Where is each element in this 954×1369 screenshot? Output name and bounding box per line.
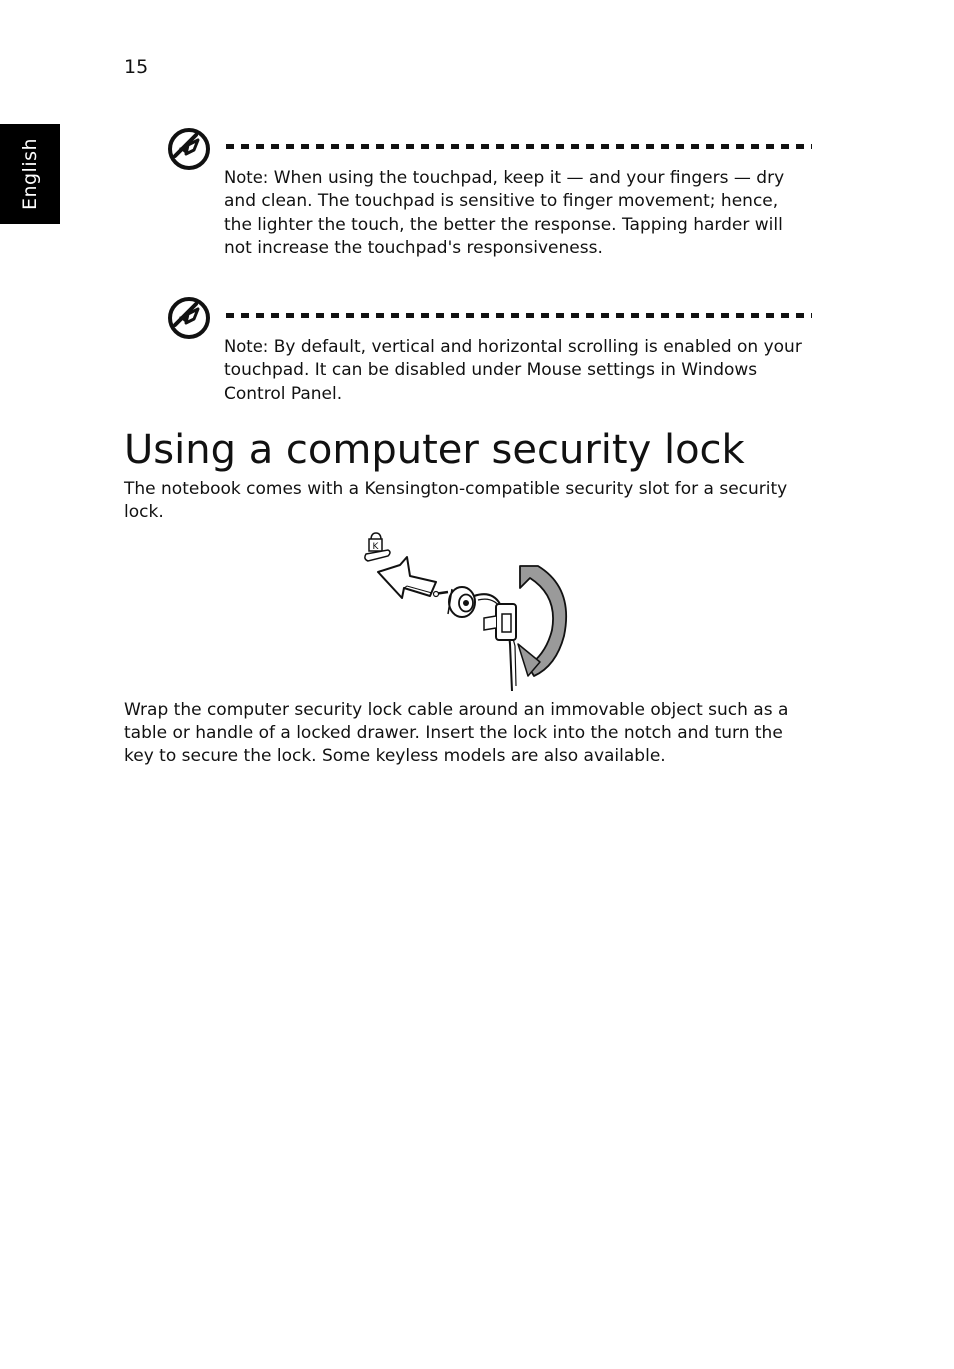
slot-label: K — [372, 542, 379, 552]
note-pencil-icon — [166, 126, 212, 172]
kensington-slot-icon — [369, 533, 382, 552]
note-box — [166, 126, 812, 266]
section-body: Wrap the computer security lock cable around an immovable object such as a table or handle of a locked drawer. Insert the lock into the notch and turn the key to secure the lock. Some keyless models are also available. — [124, 700, 789, 767]
note-body: By default, vertical and horizontal scrolling is enabled on your touchpad. It can be disabled under Mouse settings in Windows Control Panel. — [224, 337, 802, 404]
section-heading: Using a computer security lock — [124, 427, 745, 473]
note-label: Note: — [224, 337, 269, 356]
lock-head — [448, 587, 475, 617]
security-lock-illustration — [352, 526, 582, 691]
section-intro: The notebook comes with a Kensington-compatible security slot for a security lock. — [124, 479, 788, 523]
note-text — [224, 166, 810, 261]
note-dotted-rule — [226, 313, 812, 318]
note-body: When using the touchpad, keep it — and your fingers — dry and clean. The touchpad is sensitive to finger movement; hence, the lighter the touch, the better the response. Tapping harder will not increase the touchpad's responsiveness. — [224, 168, 785, 259]
page-number: 15 — [124, 56, 149, 78]
note-dotted-rule — [226, 144, 812, 149]
note-box — [166, 295, 812, 410]
language-tab-label: English — [19, 137, 41, 211]
language-tab — [0, 124, 60, 224]
note-pencil-icon — [166, 295, 212, 341]
note-label: Note: — [224, 168, 269, 187]
lock-key — [484, 604, 516, 640]
note-text — [224, 335, 810, 406]
